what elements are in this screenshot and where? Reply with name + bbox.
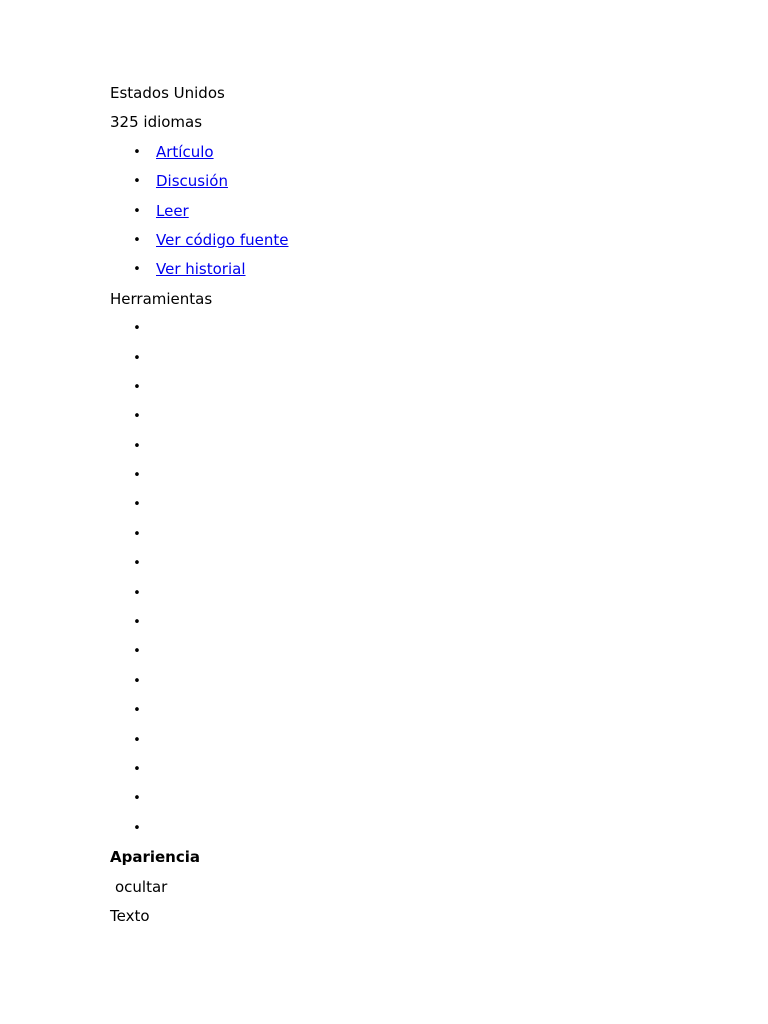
tools-list-item xyxy=(110,344,730,373)
tools-list-item xyxy=(110,314,730,343)
tools-list-item xyxy=(110,461,730,490)
bullet-icon: • xyxy=(133,497,141,513)
bullet-icon: • xyxy=(133,438,141,454)
bullet-icon: • xyxy=(133,761,141,777)
tab-article xyxy=(110,138,730,167)
bullet-icon: • xyxy=(133,820,141,836)
bullet-icon: • xyxy=(133,203,141,219)
bullet-icon: • xyxy=(133,703,141,719)
tools-list-item xyxy=(110,402,730,431)
tab-discussion xyxy=(110,167,730,196)
article-link[interactable]: Artículo xyxy=(156,142,214,161)
language-selector[interactable]: 325 idiomas xyxy=(110,113,203,132)
bullet-icon: • xyxy=(133,556,141,572)
tools-list-item xyxy=(110,549,730,578)
bullet-icon: • xyxy=(133,468,141,484)
bullet-icon: • xyxy=(133,585,141,601)
bullet-icon: • xyxy=(133,526,141,542)
appearance-heading: Apariencia xyxy=(110,848,201,867)
bullet-icon: • xyxy=(133,615,141,631)
bullet-icon: • xyxy=(133,673,141,689)
tab-view-source xyxy=(110,226,730,255)
tools-list-item xyxy=(110,579,730,608)
bullet-icon: • xyxy=(133,321,141,337)
tools-list-item xyxy=(110,667,730,696)
discussion-link[interactable]: Discusión xyxy=(156,172,228,191)
tab-view-history xyxy=(110,255,730,284)
bullet-icon: • xyxy=(133,409,141,425)
tools-list-item xyxy=(110,608,730,637)
appearance-text-label: Texto xyxy=(110,906,150,925)
tools-list-item xyxy=(110,373,730,402)
page-title: Estados Unidos xyxy=(110,84,225,102)
tools-list-item xyxy=(110,696,730,725)
view-source-link[interactable]: Ver código fuente xyxy=(156,230,289,249)
tools-list-item xyxy=(110,490,730,519)
tools-list-item xyxy=(110,755,730,784)
bullet-icon: • xyxy=(133,791,141,807)
view-tabs-list xyxy=(110,138,730,285)
view-history-link[interactable]: Ver historial xyxy=(156,260,246,279)
tools-list-item xyxy=(110,814,730,843)
page-content xyxy=(110,79,730,931)
tools-list-item xyxy=(110,726,730,755)
tools-list xyxy=(110,314,730,843)
tools-list-item xyxy=(110,784,730,813)
tools-list-item xyxy=(110,432,730,461)
tab-read xyxy=(110,197,730,226)
bullet-icon: • xyxy=(133,144,141,160)
bullet-icon: • xyxy=(133,379,141,395)
bullet-icon: • xyxy=(133,644,141,660)
bullet-icon: • xyxy=(133,262,141,278)
bullet-icon: • xyxy=(133,174,141,190)
tools-list-item xyxy=(110,637,730,666)
bullet-icon: • xyxy=(133,732,141,748)
read-link[interactable]: Leer xyxy=(156,201,189,220)
appearance-hide-button[interactable]: ocultar xyxy=(115,877,168,896)
tools-list-item xyxy=(110,520,730,549)
tools-menu-label[interactable]: Herramientas xyxy=(110,289,213,308)
bullet-icon: • xyxy=(133,350,141,366)
bullet-icon: • xyxy=(133,232,141,248)
